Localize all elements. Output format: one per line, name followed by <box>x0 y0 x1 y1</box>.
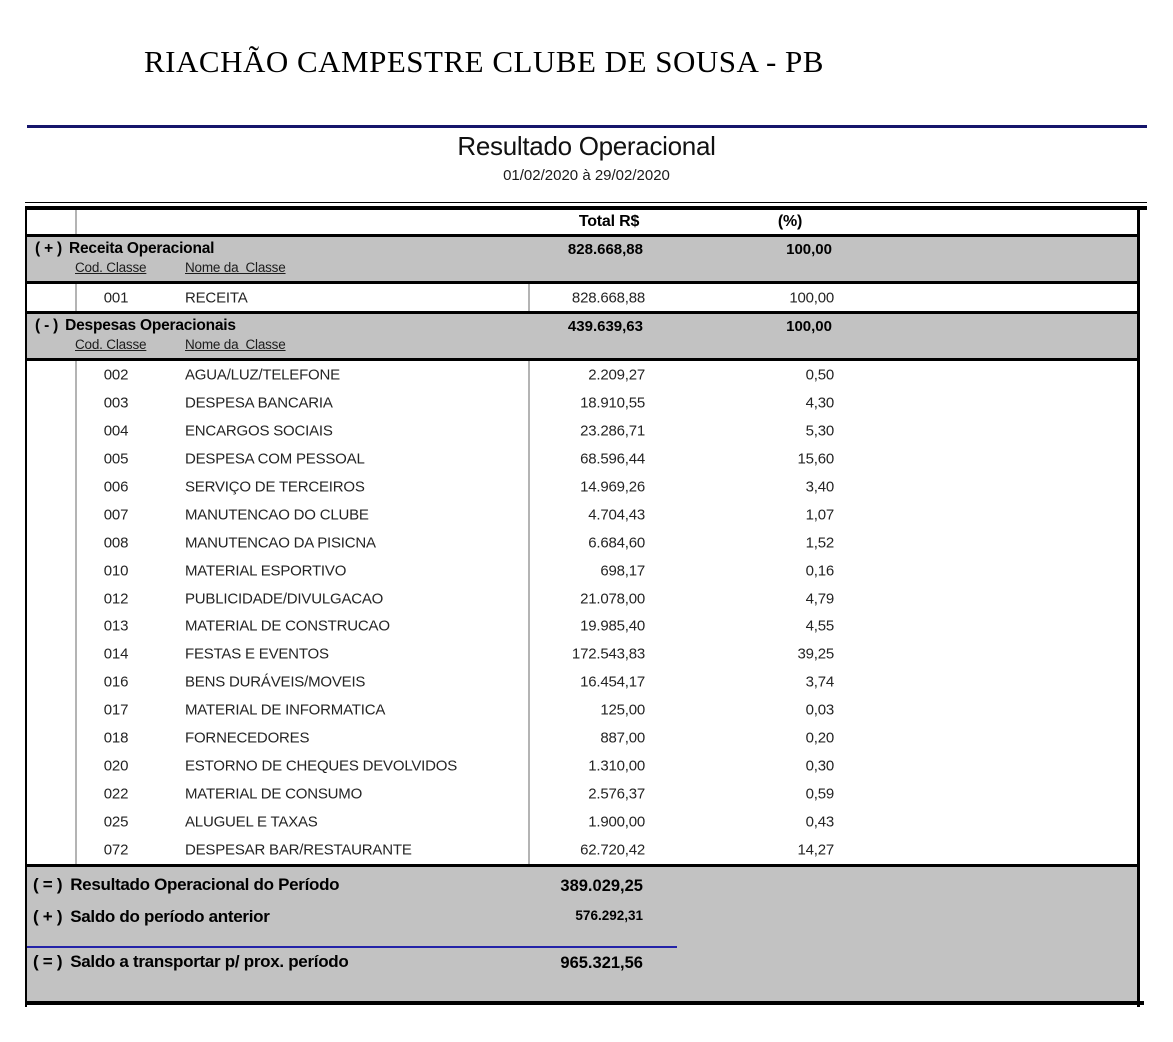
row-total: 828.668,88 <box>571 289 645 306</box>
row-percent: 0,59 <box>805 785 834 803</box>
table-right-border <box>1137 210 1140 1007</box>
row-percent: 1,07 <box>805 506 834 524</box>
section-despesas-total: 439.639,63 <box>567 318 643 335</box>
section-despesas-bottom-rule <box>25 358 1140 361</box>
header-divider-rule <box>27 125 1147 128</box>
row-percent: 15,60 <box>797 450 834 468</box>
row-percent: 1,52 <box>805 534 834 552</box>
row-total: 172.543,83 <box>571 645 645 663</box>
column-divider-left <box>75 210 77 864</box>
section-receita-total: 828.668,88 <box>567 241 643 258</box>
row-total: 23.286,71 <box>580 422 645 440</box>
row-total: 18.910,55 <box>580 394 645 412</box>
row-code: 072 <box>103 841 129 859</box>
summary-saldo-transportar-value: 965.321,56 <box>560 954 643 972</box>
table-row <box>25 389 1140 417</box>
row-code: 012 <box>103 590 129 608</box>
receita-rows-band <box>25 284 1140 311</box>
row-percent: 100,00 <box>789 289 834 306</box>
row-code: 006 <box>103 478 129 496</box>
table-row <box>25 752 1140 780</box>
row-name: ESTORNO DE CHEQUES DEVOLVIDOS <box>185 757 458 775</box>
row-name: BENS DURÁVEIS/MOVEIS <box>185 673 366 691</box>
row-name: MATERIAL DE CONSUMO <box>185 785 363 803</box>
row-name: PUBLICIDADE/DIVULGACAO <box>185 590 384 608</box>
row-total: 68.596,44 <box>580 450 645 468</box>
row-percent: 39,25 <box>797 645 834 663</box>
row-total: 698,17 <box>600 562 645 580</box>
row-code: 007 <box>103 506 129 524</box>
row-percent: 14,27 <box>797 841 834 859</box>
column-header-percent: (%) <box>777 213 803 230</box>
summary-saldo-anterior-prefix: ( + ) <box>33 907 63 926</box>
row-percent: 4,55 <box>805 617 834 635</box>
table-top-thick-rule <box>25 206 1147 210</box>
receita-rows-bottom-rule <box>25 311 1140 314</box>
table-row <box>25 808 1140 836</box>
row-code: 014 <box>103 645 129 663</box>
row-code: 010 <box>103 562 129 580</box>
row-total: 1.310,00 <box>588 757 645 775</box>
section-receita-title <box>35 240 214 258</box>
summary-saldo-transportar-label: Saldo a transportar p/ prox. período <box>70 952 349 971</box>
table-row <box>25 780 1140 808</box>
row-code: 005 <box>103 450 129 468</box>
row-name: ALUGUEL E TAXAS <box>185 813 318 831</box>
report-title: Resultado Operacional <box>457 131 716 161</box>
row-percent: 3,74 <box>805 673 834 691</box>
row-name: RECEITA <box>185 289 248 306</box>
row-name: DESPESA COM PESSOAL <box>185 450 365 468</box>
despesa-rows-bottom-rule <box>25 864 1140 867</box>
despesa-rows-band <box>25 361 1140 864</box>
row-percent: 0,03 <box>805 701 834 719</box>
table-row <box>25 529 1140 557</box>
summary-footer <box>25 867 1140 1001</box>
row-total: 4.704,43 <box>588 506 645 524</box>
table-row <box>25 613 1140 641</box>
section-receita-operacional <box>25 237 1140 281</box>
row-name: MANUTENCAO DA PISICNA <box>185 534 376 552</box>
subheader-cod-classe: Cod. Classe <box>75 337 147 352</box>
header-bottom-rule <box>25 234 1140 237</box>
summary-saldo-anterior-label: Saldo do período anterior <box>70 907 270 926</box>
row-total: 62.720,42 <box>580 841 645 859</box>
table-row <box>25 585 1140 613</box>
row-code: 002 <box>103 366 129 384</box>
row-total: 2.209,27 <box>588 366 645 384</box>
row-name: AGUA/LUZ/TELEFONE <box>185 366 340 384</box>
row-total: 21.078,00 <box>580 590 645 608</box>
row-total: 125,00 <box>600 701 645 719</box>
row-name: ENCARGOS SOCIAIS <box>185 422 333 440</box>
row-total: 14.969,26 <box>580 478 645 496</box>
summary-resultado-value: 389.029,25 <box>560 877 643 895</box>
row-name: FESTAS E EVENTOS <box>185 645 329 663</box>
table-row <box>25 361 1140 389</box>
table-row <box>25 836 1140 864</box>
section-receita-percent: 100,00 <box>786 241 832 258</box>
row-code: 008 <box>103 534 129 552</box>
table-row <box>25 445 1140 473</box>
row-total: 19.985,40 <box>580 617 645 635</box>
row-percent: 5,30 <box>805 422 834 440</box>
row-name: DESPESA BANCARIA <box>185 394 333 412</box>
table-left-border <box>25 210 27 1007</box>
report-period: 01/02/2020 à 29/02/2020 <box>503 167 670 184</box>
section-despesas-percent: 100,00 <box>786 318 832 335</box>
row-percent: 0,50 <box>805 366 834 384</box>
row-percent: 4,30 <box>805 394 834 412</box>
table-row <box>25 473 1140 501</box>
column-header-total: Total R$ <box>578 213 640 230</box>
row-percent: 0,16 <box>805 562 834 580</box>
table-row <box>25 668 1140 696</box>
table-bottom-rule <box>25 1001 1144 1005</box>
summary-resultado-label: Resultado Operacional do Período <box>70 875 340 894</box>
table-top-thin-rule <box>25 202 1147 203</box>
table-row <box>25 696 1140 724</box>
row-name: SERVIÇO DE TERCEIROS <box>185 478 365 496</box>
row-percent: 3,40 <box>805 478 834 496</box>
row-total: 2.576,37 <box>588 785 645 803</box>
row-code: 022 <box>103 785 129 803</box>
row-code: 016 <box>103 673 129 691</box>
row-name: MANUTENCAO DO CLUBE <box>185 506 369 524</box>
row-total: 887,00 <box>600 729 645 747</box>
row-percent: 0,20 <box>805 729 834 747</box>
row-code: 018 <box>103 729 129 747</box>
summary-row-saldo-anterior <box>33 907 270 927</box>
row-name: MATERIAL DE CONSTRUCAO <box>185 617 390 635</box>
section-despesas-operacionais <box>25 314 1140 358</box>
table-row <box>25 501 1140 529</box>
table-row <box>25 640 1140 668</box>
subheader-cod-classe: Cod. Classe <box>75 260 147 275</box>
table-row <box>25 724 1140 752</box>
row-total: 6.684,60 <box>588 534 645 552</box>
row-name: FORNECEDORES <box>185 729 310 747</box>
subheader-nome-classe: Nome da Classe <box>185 260 286 275</box>
table-row <box>25 417 1140 445</box>
row-total: 16.454,17 <box>580 673 645 691</box>
section-receita-label: Receita Operacional <box>69 240 215 257</box>
table-row <box>25 557 1140 585</box>
row-name: MATERIAL DE INFORMATICA <box>185 701 386 719</box>
row-name: DESPESAR BAR/RESTAURANTE <box>185 841 412 859</box>
summary-row-saldo-transportar <box>33 952 348 972</box>
row-percent: 4,79 <box>805 590 834 608</box>
section-receita-prefix: ( + ) <box>35 240 62 257</box>
summary-row-resultado <box>33 875 339 895</box>
row-code: 017 <box>103 701 129 719</box>
row-code: 001 <box>103 289 129 306</box>
row-percent: 0,30 <box>805 757 834 775</box>
subheader-nome-classe: Nome da Classe <box>185 337 286 352</box>
club-name-title: RIACHÃO CAMPESTRE CLUBE DE SOUSA - PB <box>144 44 824 79</box>
row-code: 004 <box>103 422 129 440</box>
row-code: 025 <box>103 813 129 831</box>
table-row <box>25 284 1140 311</box>
section-despesas-title <box>35 317 236 335</box>
summary-saldo-transportar-prefix: ( = ) <box>33 952 63 971</box>
row-name: MATERIAL ESPORTIVO <box>185 562 347 580</box>
row-total: 1.900,00 <box>588 813 645 831</box>
summary-resultado-prefix: ( = ) <box>33 875 63 894</box>
report-table <box>25 202 1140 1005</box>
summary-divider-rule <box>27 946 677 948</box>
row-code: 003 <box>103 394 129 412</box>
table-header-row <box>25 210 1140 234</box>
section-despesas-label: Despesas Operacionais <box>65 317 236 334</box>
row-code: 020 <box>103 757 129 775</box>
row-code: 013 <box>103 617 129 635</box>
row-percent: 0,43 <box>805 813 834 831</box>
section-despesas-prefix: ( - ) <box>35 317 59 334</box>
section-receita-bottom-rule <box>25 281 1140 284</box>
summary-saldo-anterior-value: 576.292,31 <box>575 908 643 923</box>
